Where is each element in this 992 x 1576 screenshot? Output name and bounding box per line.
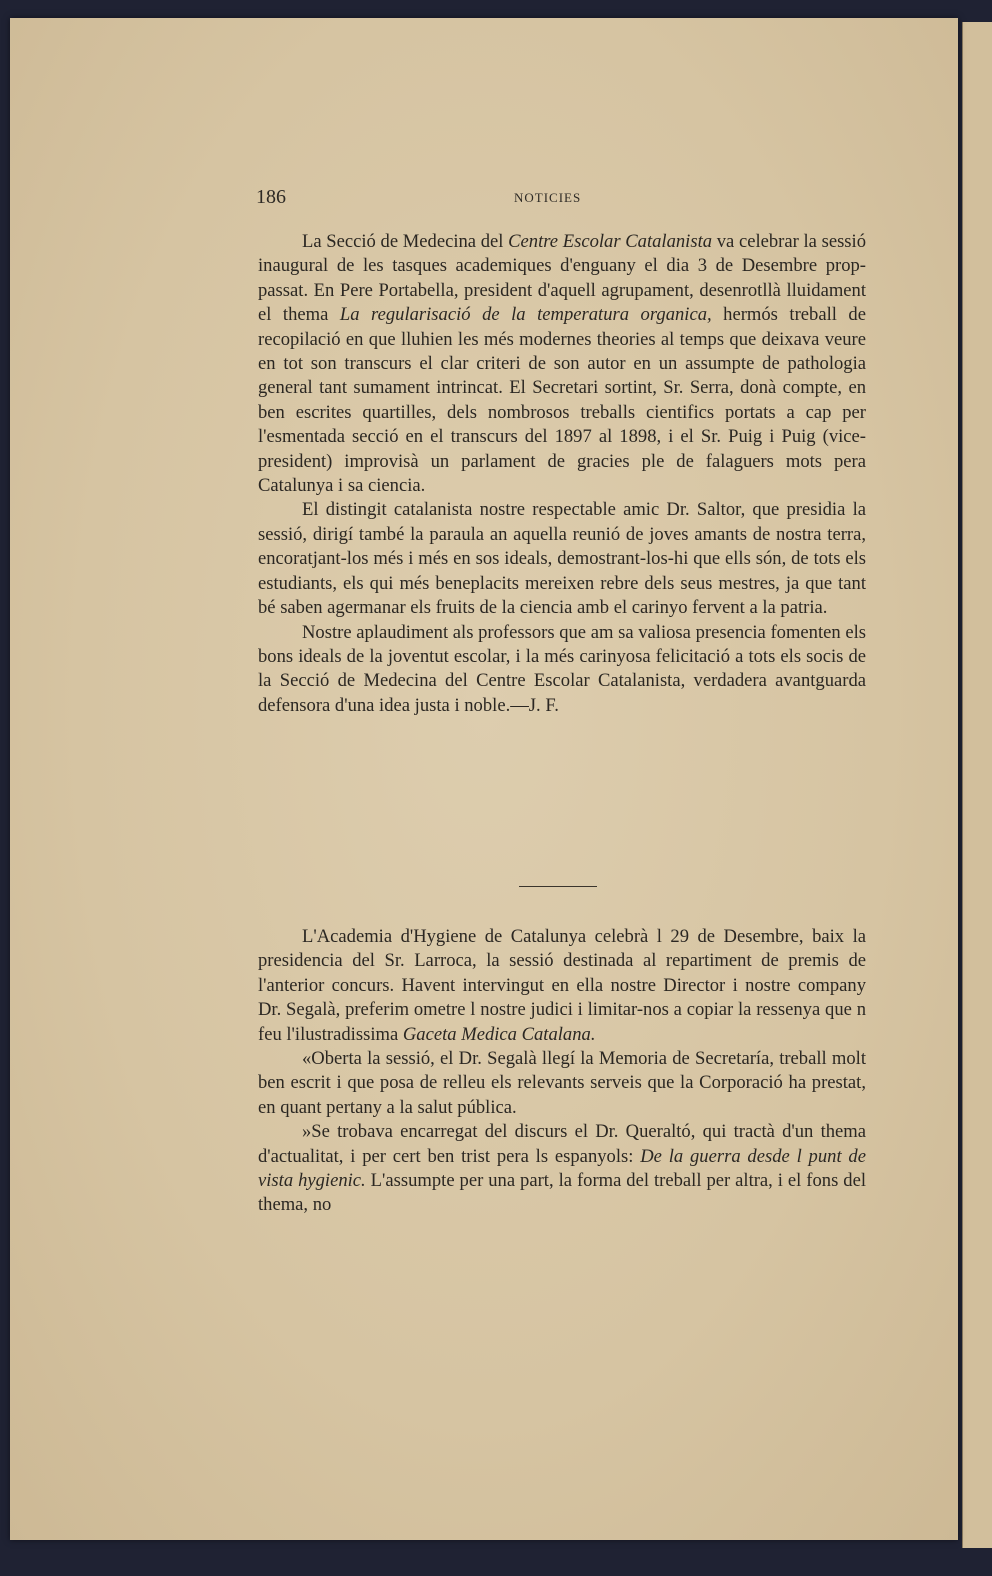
article-centre-escolar bbox=[258, 230, 866, 718]
adjacent-page-edge bbox=[962, 22, 992, 1548]
paragraph bbox=[258, 925, 866, 1047]
text-run: L'assumpte per una part, la forma del treball per altra, i el fons del thema, no bbox=[258, 1170, 866, 1216]
article-academia-hygiene bbox=[258, 925, 866, 1218]
paragraph: «Oberta la sessió, el Dr. Segalà llegí la Memoria de Secretaría, treball molt ben escrit i que posa de relleu els relevants serveis que la Corporació ha prestat, en quant pertany a la salut pública. bbox=[258, 1048, 866, 1118]
page-number: 186 bbox=[256, 186, 286, 208]
text-run: »Se trobava encarregat del discurs el Dr. Queraltó, qui tractà d'un thema d'actualitat, i per cert ben trist pera ls espanyols: bbox=[258, 1121, 866, 1167]
text-run: L'Academia d'Hygiene de Catalunya celebrà l 29 de Desembre, baix la presidencia del Sr. Larroca, la sessió destinada al repartiment de premis de l'anterior concurs. Havent intervingut en ella nostre Director i nostre company Dr. Segalà, preferim ometre l nostre judici i limitar-nos a copiar la ressenya que n feu l'ilustradissima bbox=[258, 926, 866, 1045]
italic-text: Gaceta Medica Catalana. bbox=[402, 1023, 596, 1045]
paragraph bbox=[258, 1120, 866, 1218]
italic-text: Centre Escolar Catalanista bbox=[508, 231, 713, 252]
italic-text: De la guerra desde l punt de vista hygienic. bbox=[258, 1145, 866, 1192]
text-run: La Secció de Medecina del bbox=[302, 231, 509, 252]
paragraph bbox=[258, 230, 866, 498]
text-run: va celebrar la sessió inaugural de les tasques academiques d'enguany el dia 3 de Desembre prop-passat. En Pere Portabella, president d'aquell agrupament, desenrotllà lluidament el thema bbox=[258, 231, 867, 326]
section-divider bbox=[519, 886, 597, 887]
paragraph: El distingit catalanista nostre respectable amic Dr. Saltor, que presidia la sessió, dirigí també la paraula an aquella reunió de joves amants de nostra terra, encoratjant-los més i més en sos ideals, demostrant-los-hi que ells són, de tots els estudiants, els qui més beneplacits mereixen rebre dels seus mestres, ja que tant bé saben agermanar els fruits de la ciencia amb el carinyo fervent a la patria. bbox=[258, 499, 866, 619]
italic-text: La regularisació de la temperatura organica, bbox=[339, 304, 712, 326]
running-header bbox=[256, 186, 866, 210]
section-title: NOTICIES bbox=[514, 190, 582, 205]
paragraph: Nostre aplaudiment als professors que am sa valiosa presencia fomenten els bons ideals de la joventut escolar, i la més carinyosa felicitació a tots els socis de la Secció de Medecina del Centre Escolar Catalanista, verdadera avantguarda defensora d'una idea justa i noble.—J. F. bbox=[258, 621, 866, 716]
text-run: hermós treball de recopilació en que lluhien les més modernes theories al temps que deixava veure en tot son transcurs el clar criteri de son autor en un assumpte de pathologia general tant sumament intrincat. El Secretari sortint, Sr. Serra, donà compte, en ben escrites quartilles, dels nombrosos treballs cientifics portats a cap per l'esmentada secció en el transcurs del 1897 al 1898, i el Sr. Puig i Puig (vice-president) improvisà un parlament de gracies ple de falaguers mots pera Catalunya i sa ciencia. bbox=[258, 304, 866, 497]
